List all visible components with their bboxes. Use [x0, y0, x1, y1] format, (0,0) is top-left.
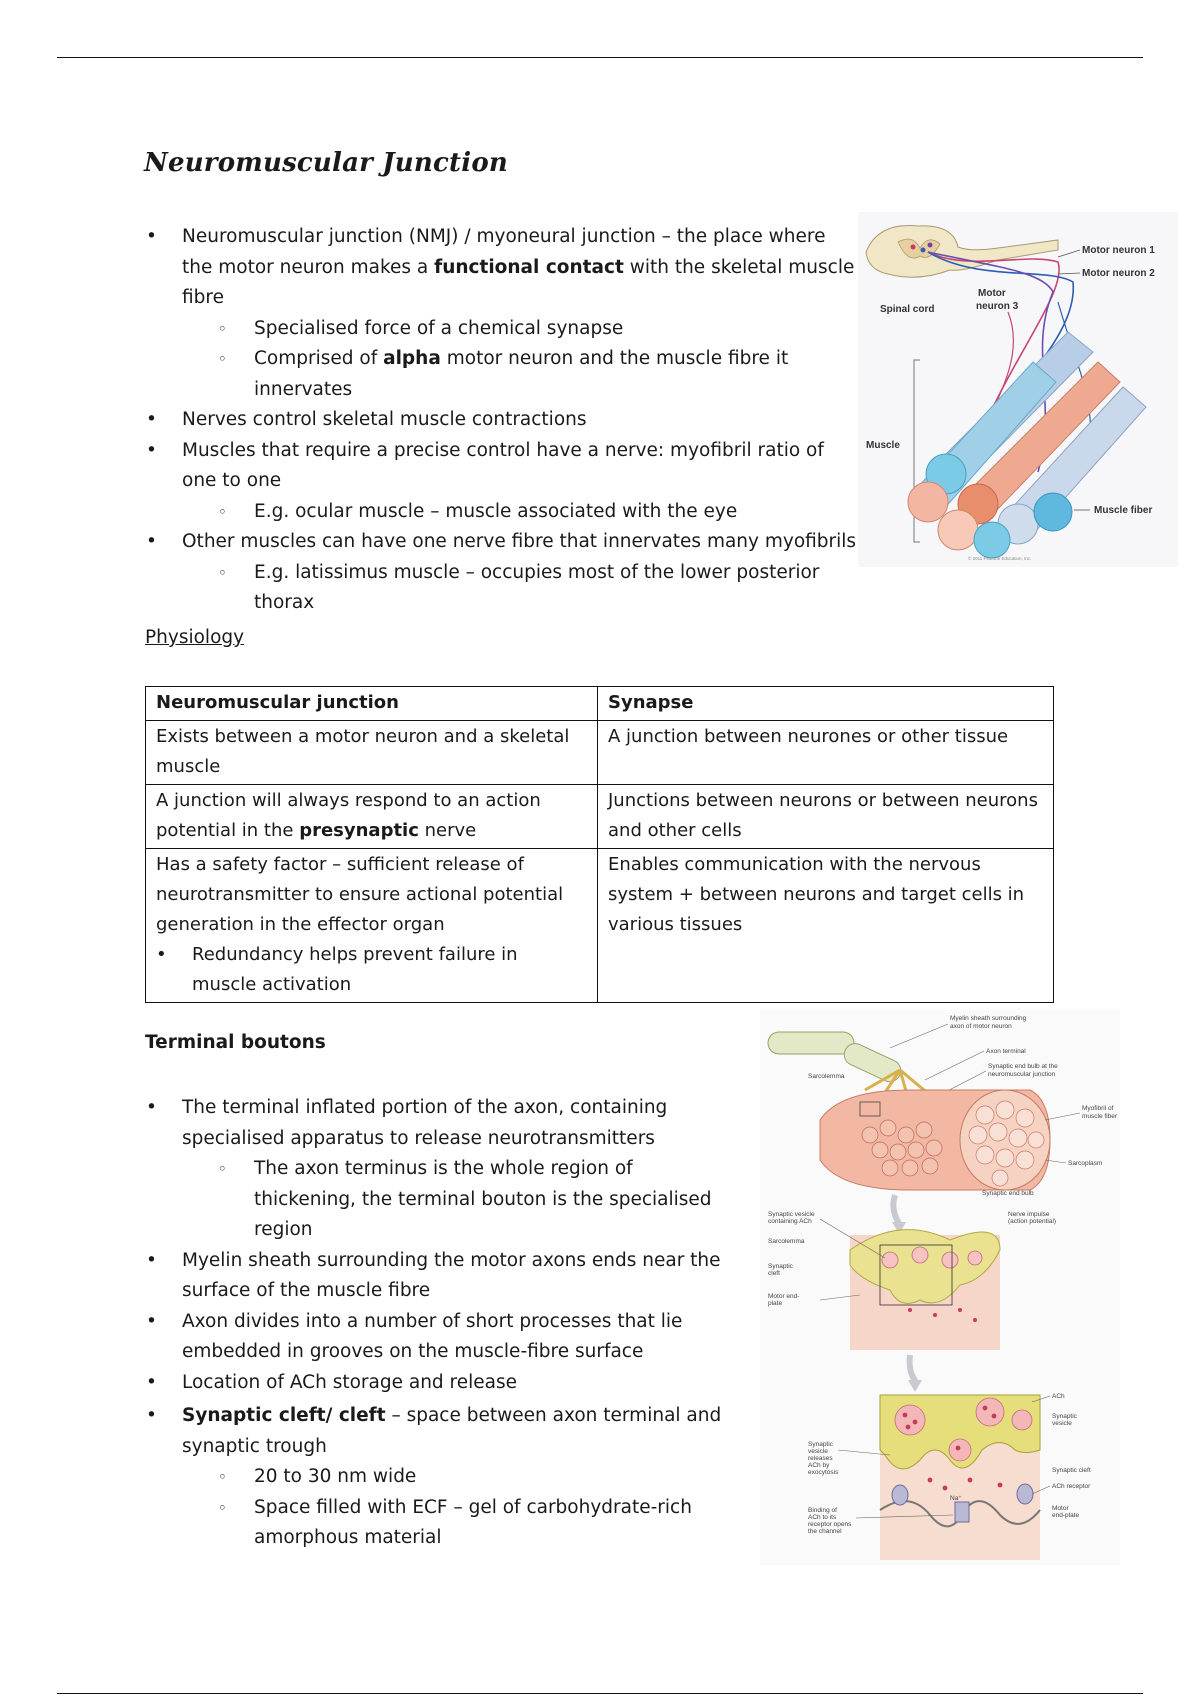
table-cell-synapse: Junctions between neurons or between neurons and other cells	[598, 785, 1054, 849]
label-syn-end-bulb: Synaptic end bulb	[982, 1190, 1034, 1197]
text-run: The axon terminus is the whole region of thickening, the terminal bouton is the specialised region	[254, 1158, 712, 1240]
table-cell-nmj	[146, 785, 598, 849]
bold-text: Synaptic cleft/ cleft	[182, 1405, 386, 1426]
label-endplate-b: plate	[768, 1300, 783, 1307]
cleft-bullet-list	[145, 1401, 725, 1554]
label-binding-1: Binding of	[808, 1507, 837, 1514]
text-run: A junction will always respond to an action potential in the	[156, 790, 541, 841]
label-endplate2-a: Motor	[1052, 1505, 1069, 1512]
label-myelin-a: Myelin sheath surrounding	[950, 1015, 1027, 1022]
label-myelin-b: axon of motor neuron	[950, 1023, 1012, 1030]
table-header-nmj: Neuromuscular junction	[146, 687, 598, 721]
physiology-heading: Physiology	[145, 627, 245, 648]
table-header-synapse: Synapse	[598, 687, 1054, 721]
sub-bullet-item	[145, 558, 857, 619]
label-binding-2: ACh to its	[808, 1514, 837, 1521]
label-sarcoplasm: Sarcoplasm	[1068, 1160, 1103, 1167]
table-row	[146, 849, 1054, 1003]
label-na: Na⁺	[950, 1495, 962, 1502]
table-cell-bullet: • Redundancy helps prevent failure in muscle activation	[156, 940, 587, 1000]
terminal-bullet-list	[145, 1093, 725, 1398]
sub-bullet-item	[145, 1493, 725, 1554]
label-myofibril-a: Myofibril of	[1082, 1105, 1114, 1112]
bullet-item	[145, 222, 857, 314]
sub-bullet-item	[145, 314, 857, 345]
text-run: Nerves control skeletal muscle contractions	[182, 409, 587, 430]
sub-bullet-item	[145, 344, 857, 405]
label-syn-bulb-a: Synaptic end bulb at the	[988, 1063, 1058, 1070]
label-nerve-impulse-a: Nerve impulse	[1008, 1211, 1050, 1218]
label-axon-terminal: Axon terminal	[986, 1048, 1026, 1055]
table-cell-nmj: Exists between a motor neuron and a skeletal muscle	[146, 721, 598, 785]
bullet-item	[145, 1368, 725, 1399]
text-run: Axon divides into a number of short processes that lie embedded in grooves on the muscle-fibre surface	[182, 1310, 683, 1362]
text-run: 20 to 30 nm wide	[254, 1466, 417, 1487]
label-sarcolemma-2: Sarcolemma	[768, 1238, 805, 1245]
text-run: E.g. ocular muscle – muscle associated with the eye	[254, 500, 738, 522]
bullet-item	[145, 1246, 725, 1307]
label-endplate-a: Motor end-	[768, 1293, 800, 1300]
label-motor-neuron-1: Motor neuron 1	[1082, 245, 1155, 256]
bullet-item	[145, 405, 857, 436]
label-muscle-fiber: Muscle fiber	[1094, 505, 1153, 516]
bullet-item	[145, 527, 857, 558]
motor-unit-figure	[858, 212, 1178, 567]
page-title: Neuromuscular Junction	[144, 148, 508, 178]
label-nerve-impulse-b: (action potential)	[1008, 1218, 1057, 1225]
text-run: nerve	[418, 820, 477, 841]
label-releases-5: exocytosis	[808, 1469, 839, 1476]
label-sarcolemma: Sarcolemma	[808, 1073, 845, 1080]
text-run: The terminal inflated portion of the axon, containing specialised apparatus to release neurotransmitters	[182, 1097, 668, 1149]
label-ach-receptor: ACh receptor	[1052, 1483, 1091, 1490]
label-motor-neuron-3b: neuron 3	[976, 301, 1019, 312]
bold-text: functional contact	[434, 256, 624, 278]
sub-bullet-item	[145, 1462, 725, 1493]
text-run: Location of ACh storage and release	[182, 1371, 517, 1393]
text-run: E.g. latissimus muscle – occupies most of the lower posterior thorax	[254, 561, 820, 613]
label-binding-3: receptor opens	[808, 1521, 852, 1528]
sub-bullet-item	[145, 1154, 725, 1246]
terminal-boutons-heading: Terminal boutons	[145, 1032, 326, 1053]
bullet-item	[145, 1093, 725, 1154]
label-cleft-b: cleft	[768, 1270, 780, 1277]
label-muscle: Muscle	[866, 440, 900, 451]
label-spinal-cord: Spinal cord	[880, 304, 935, 315]
label-cleft2: Synaptic cleft	[1052, 1467, 1091, 1474]
table-header-row	[146, 687, 1054, 721]
table-cell-nmj	[146, 849, 598, 1003]
text-run: motor neuron and the muscle fibre it innervates	[254, 348, 789, 400]
table-cell-text: Has a safety factor – sufficient release of neurotransmitter to ensure actional potential generation in the effector organ	[156, 854, 564, 935]
label-vesicle2-a: Synaptic	[1052, 1413, 1077, 1420]
table-row	[146, 721, 1054, 785]
label-vesicle2-b: vesicle	[1052, 1420, 1072, 1427]
text-run: Myelin sheath surrounding the motor axons ends near the surface of the muscle fibre	[182, 1249, 721, 1301]
table-cell-synapse: Enables communication with the nervous system + between neurons and target cells in various tissues	[598, 849, 1054, 1003]
table-row	[146, 785, 1054, 849]
nmj-anatomy-figure	[760, 1010, 1120, 1565]
label-motor-neuron-3a: Motor	[978, 288, 1006, 299]
label-releases-2: vesicle	[808, 1448, 828, 1455]
bold-text: alpha	[383, 348, 441, 369]
sub-bullet-item	[145, 497, 857, 528]
label-motor-neuron-2: Motor neuron 2	[1082, 268, 1155, 279]
text-run: – space between axon terminal and synaptic trough	[182, 1405, 722, 1457]
text-run: Comprised of	[254, 348, 384, 369]
comparison-table	[145, 686, 1054, 1003]
label-ach: ACh	[1052, 1393, 1065, 1400]
bullet-item	[145, 1307, 725, 1368]
bullet-item	[145, 1401, 725, 1462]
label-releases-4: ACh by	[808, 1462, 830, 1469]
bottom-rule	[57, 1693, 1143, 1694]
label-syn-bulb-b: neuromuscular junction	[988, 1071, 1056, 1078]
bold-text: presynaptic	[299, 820, 419, 841]
text-run: Other muscles can have one nerve fibre that innervates many myofibrils	[182, 531, 857, 552]
text-run: Neuromuscular junction (NMJ) / myoneural junction – the place where the motor neuron makes a	[182, 226, 826, 278]
label-releases-3: releases	[808, 1455, 833, 1462]
label-myofibril-b: muscle fiber	[1082, 1113, 1118, 1120]
label-vesicle-b: containing ACh	[768, 1218, 812, 1225]
label-binding-4: the channel	[808, 1528, 842, 1535]
table-cell-synapse: A junction between neurones or other tissue	[598, 721, 1054, 785]
text-run: Specialised force of a chemical synapse	[254, 317, 624, 339]
intro-bullet-list	[145, 222, 857, 619]
label-vesicle-a: Synaptic vesicle	[768, 1211, 815, 1218]
bullet-item	[145, 436, 857, 497]
text-run: with the skeletal muscle fibre	[182, 256, 855, 308]
label-copyright: © 2011 Pearson Education, Inc.	[968, 556, 1032, 561]
label-cleft-a: Synaptic	[768, 1263, 793, 1270]
text-run: Space filled with ECF – gel of carbohydrate-rich amorphous material	[254, 1496, 692, 1548]
top-rule	[57, 57, 1143, 58]
label-releases-1: Synaptic	[808, 1441, 833, 1448]
text-run: Muscles that require a precise control have a nerve: myofibril ratio of one to one	[182, 439, 824, 491]
label-endplate2-b: end-plate	[1052, 1512, 1080, 1519]
